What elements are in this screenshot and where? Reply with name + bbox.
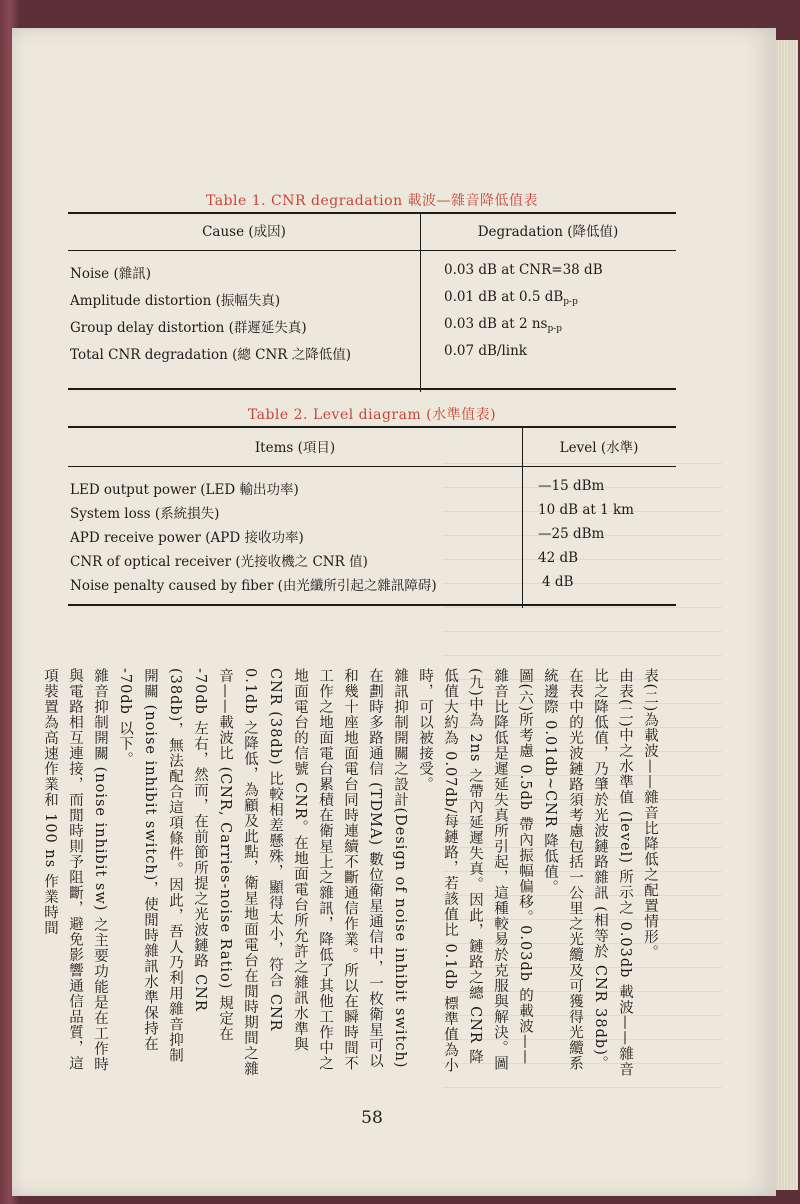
page-number: 58 <box>361 1108 383 1128</box>
table2-row-led-item: LED output power (LED 輸出功率) <box>70 482 299 498</box>
table1-row-total-value: 0.07 dB/link <box>444 343 527 359</box>
body-paragraph: 雜音抑制開關 (noise inhibit sw) 之主要功能是在工作時與電路相互連接，而閒時則予阻斷，避免影響通信品質，這項裝置為高速作業和 100 ns 作業時間 <box>42 668 108 1073</box>
table1-top-rule <box>68 212 676 214</box>
page-fore-edge <box>776 40 798 1190</box>
table2-top-rule <box>68 426 676 428</box>
table2-row-noise-penalty-item: Noise penalty caused by fiber (由光纖所引起之雜訊障碍) <box>70 578 437 594</box>
table2-row-apd-level: —25 dBm <box>538 526 605 542</box>
table1-row-amplitude-value: 0.01 dB at 0.5 $dB_{p-p}$ <box>444 289 578 307</box>
table2 <box>68 426 676 608</box>
table1-row-noise-value: 0.03 dB at CNR=38 dB <box>444 262 603 278</box>
table1-header-cause: Cause (成因) <box>202 224 286 240</box>
table1-bottom-rule <box>68 388 676 390</box>
table2-row-noise-penalty-level: 4 dB <box>542 574 574 590</box>
section-heading: 雜訊抑制開關之設計(Design of noise inhibit switch) <box>392 668 408 1069</box>
table1-title: Table 1. CNR degradation 載波—雜音降低值表 <box>205 193 539 209</box>
table2-row-apd-item: APD receive power (APD 接收功率) <box>70 530 304 546</box>
table1 <box>68 212 676 392</box>
table2-header-rule <box>68 466 676 467</box>
table2-bottom-rule <box>68 604 676 606</box>
table1-header-degradation: Degradation (降低值) <box>477 224 619 240</box>
table1-row-group-delay-cause: Group delay distortion (群遲延失真) <box>70 320 307 336</box>
table2-row-cnr-level: 42 dB <box>538 550 579 566</box>
table2-header-level: Level (水準) <box>559 440 639 456</box>
table1-header-rule <box>68 250 676 251</box>
table1-row-noise-cause: Noise (雜訊) <box>70 266 151 282</box>
table2-header-items: Items (項目) <box>254 440 336 456</box>
table2-title: Table 2. Level diagram (水準值表) <box>247 407 497 423</box>
body-text-vertical <box>42 668 662 1078</box>
table2-row-system-loss-level: 10 dB at 1 km <box>538 502 634 518</box>
body-paragraph: 表(二)為載波——雜音比降低之配置情形。 <box>642 668 658 961</box>
body-paragraph: 在劃時多路通信 (TDMA) 數位衛星通信中，一枚衛星可以和幾十座地面電台同時連續不斷通信作業。所以在瞬時間不工作之地面電台累積在衛星上之雜訊，降低了其他工作中之地面電台的信號 CNR。在地面電台所允許之雜訊水準與 CNR (38db) 比較相差懸殊，顯得太小，符合 CNR 0.1db 之降低，為顧及此點，衛星地面電台在閒時期間之雜音——載波比 (CNR, Carries-noise Ratio) 規定在 -70db 左右，然而，在前節所提之光波鏈路 CNR (38db)，無法配合這項條件。因此，吾人乃利用雜音抑制開關 (noise inhibit switch)，使閒時雜訊水準保持在 -70db 以下。 <box>117 668 383 1077</box>
body-paragraph: 圖(六)所考慮 0.5db 帶內振幅偏移。0.03db 的載波——雜音比降低是遲延失真所引起，這種較易於克服與解決。圖(九)中為 2ns 之帶內延遲失真。因此，鏈路之總 CNR 降低值大約為 0.07db/每鏈路，若該值比 0.1db 標準值為小時，可以被接受。 <box>417 668 533 1074</box>
body-paragraph: 由表(二)中之水準值 (level) 所示之 0.03db 載波——雜音比之降低值，乃肇於光波鏈路雜訊 (相等於 CNR 38db)。在表中的光波鏈路須考慮包括一公里之光纜及可獲得光纜系統邊際 0.01db~CNR 降低值。 <box>542 668 633 1078</box>
table2-row-system-loss-item: System loss (系統損失) <box>70 506 220 522</box>
table1-row-group-delay-value: 0.03 dB at 2 $ns_{p-p}$ <box>444 316 563 334</box>
table1-row-total-cause: Total CNR degradation (總 CNR 之降低值) <box>70 347 352 363</box>
table2-row-cnr-item: CNR of optical receiver (光接收機之 CNR 值) <box>70 554 368 570</box>
table2-row-led-level: —15 dBm <box>538 478 605 494</box>
book-page <box>12 28 776 1196</box>
table1-row-amplitude-cause: Amplitude distortion (振幅失真) <box>70 293 281 309</box>
